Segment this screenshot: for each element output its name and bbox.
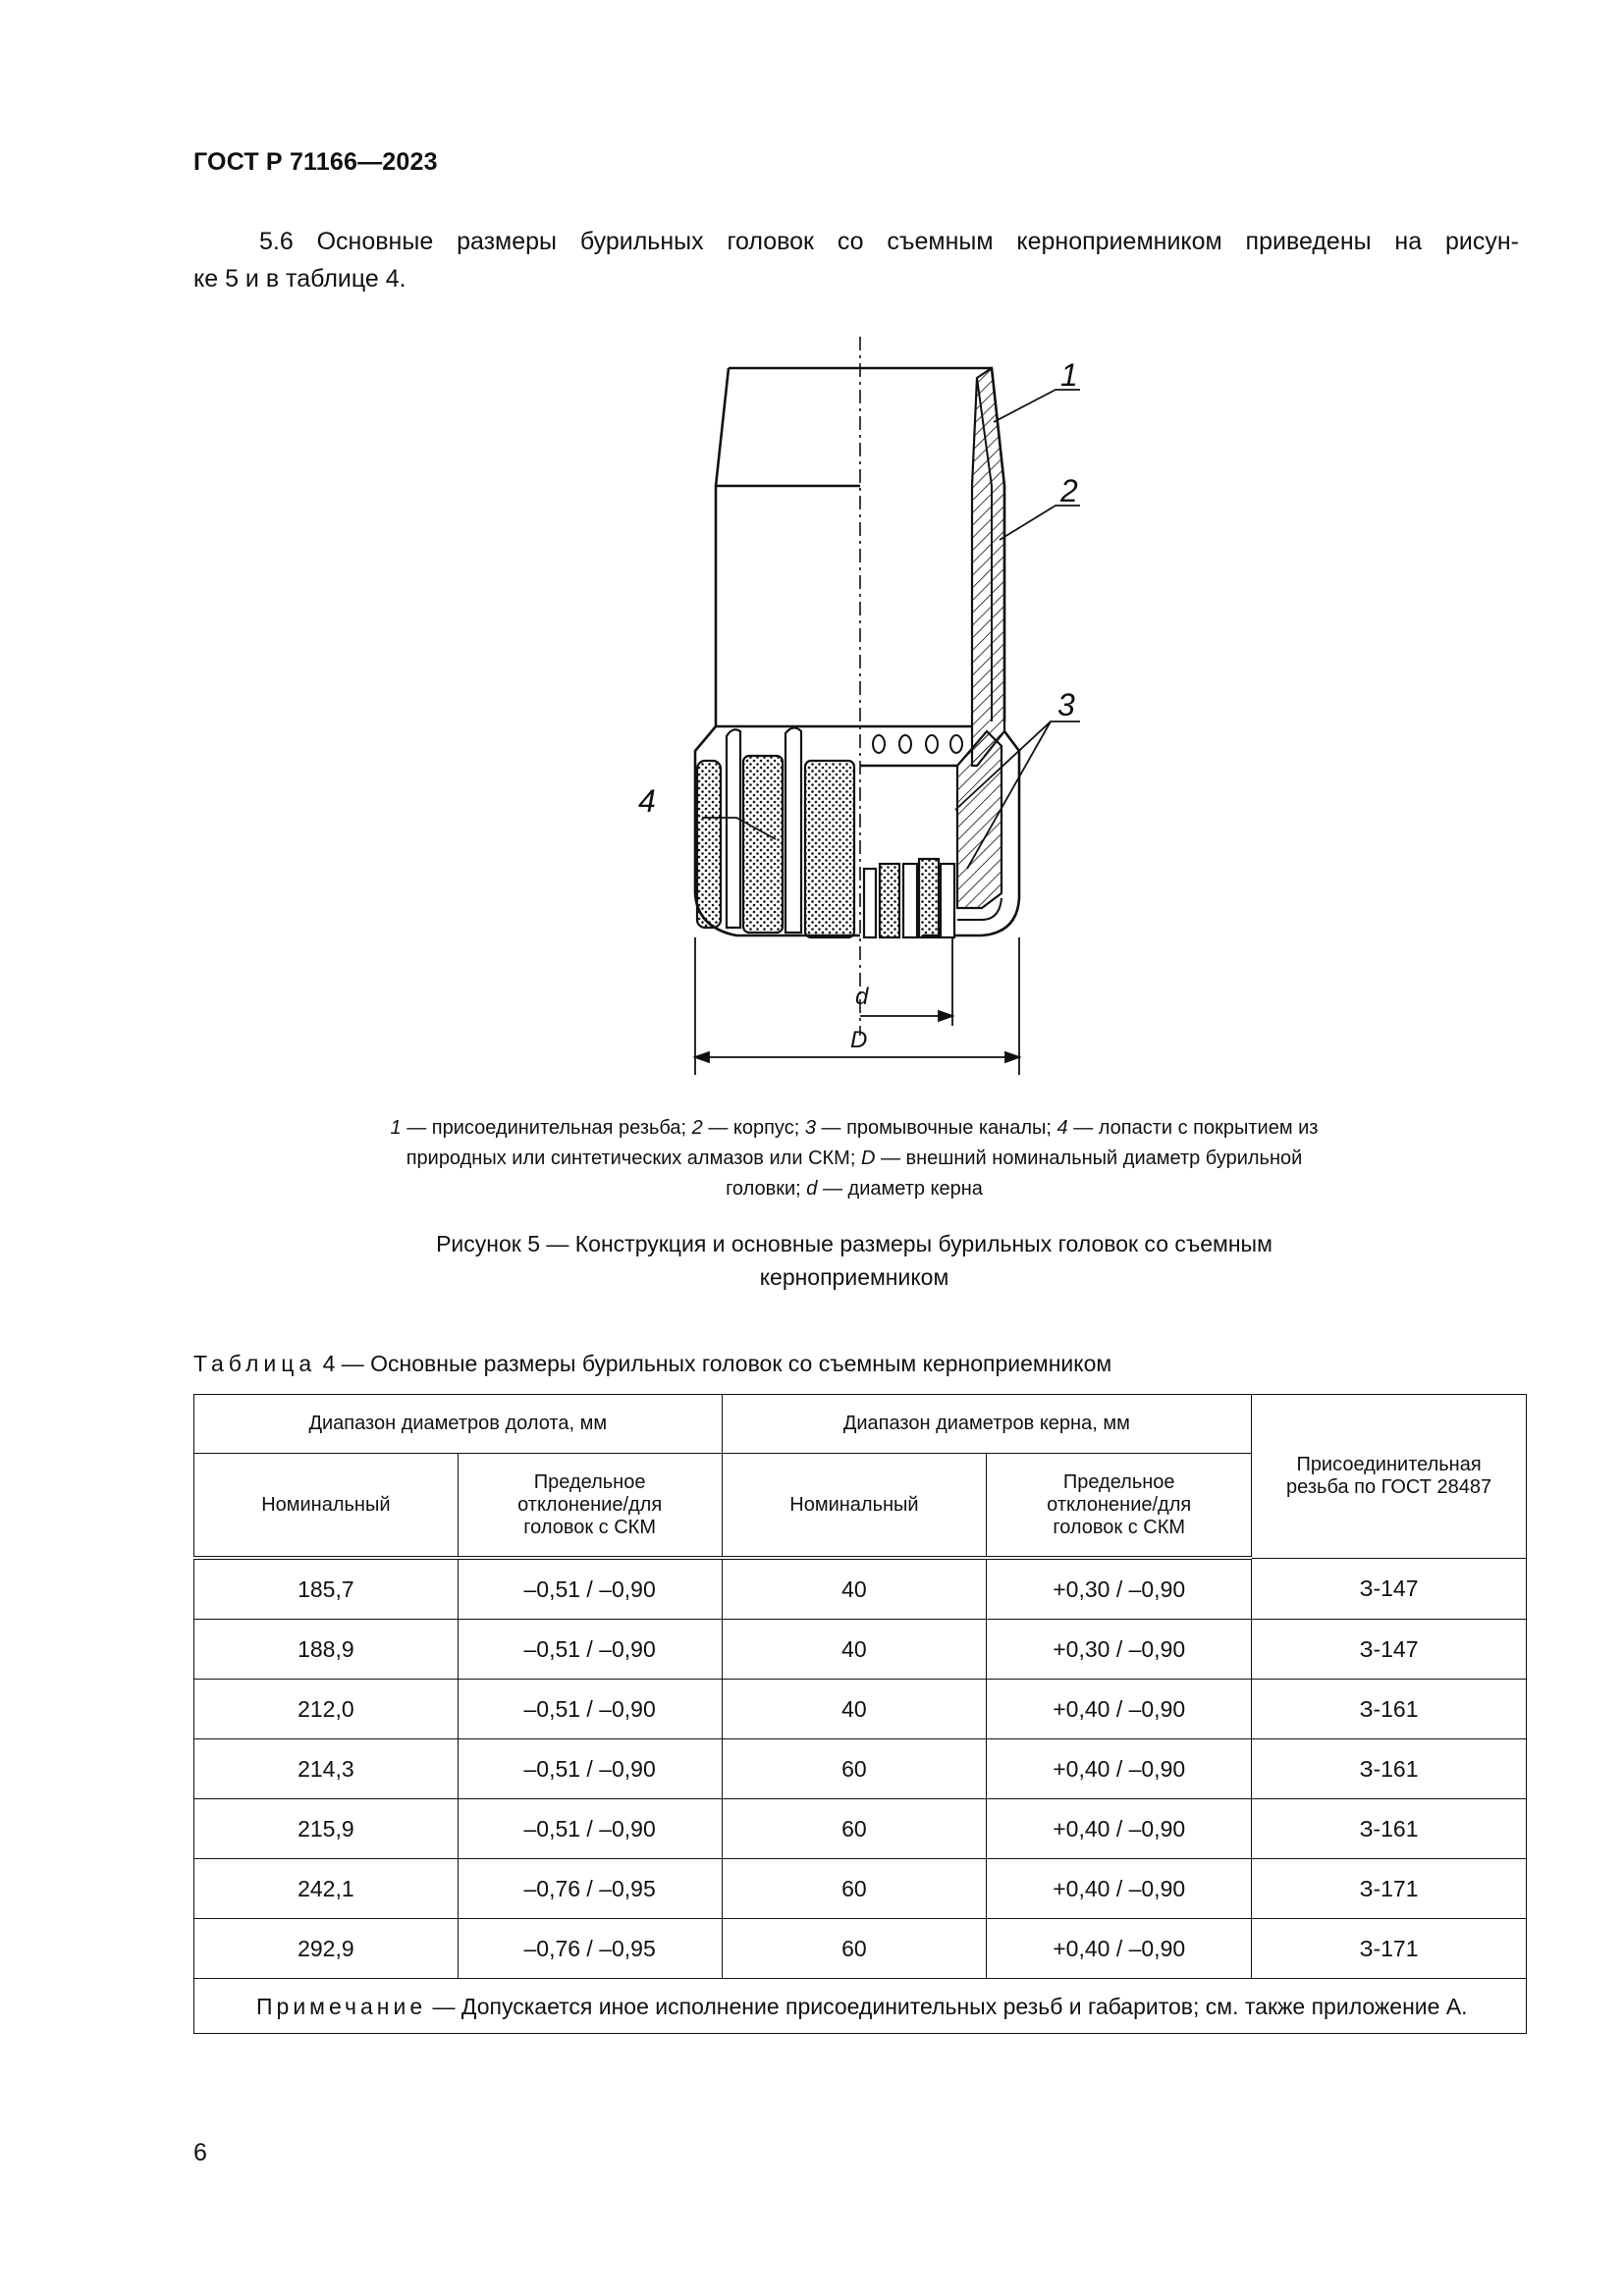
header-core-deviation xyxy=(987,1454,1252,1559)
header-bit-range: Диапазон диаметров долота, мм xyxy=(194,1395,723,1454)
cell-bit-deviation: –0,76 / –0,95 xyxy=(458,1859,722,1919)
header-core-range: Диапазон диаметров керна, мм xyxy=(722,1395,1252,1454)
cell-core-nominal: 60 xyxy=(722,1799,987,1859)
callout-2: 2 xyxy=(1060,473,1078,508)
header-bit-deviation xyxy=(458,1454,722,1559)
legend-sym-D: D xyxy=(860,1148,876,1169)
legend-num-4: 4 xyxy=(1056,1117,1068,1139)
cell-thread: З-171 xyxy=(1252,1919,1527,1979)
table-note xyxy=(194,1979,1527,2034)
caption-line-1: Рисунок 5 — Конструкция и основные размеры бурильных головок со съемным xyxy=(436,1231,1272,1256)
table-row xyxy=(194,1799,1527,1859)
cell-thread: З-147 xyxy=(1252,1558,1527,1620)
cell-bit-nominal: 188,9 xyxy=(194,1620,459,1680)
figure-caption xyxy=(373,1227,1335,1294)
legend-text-3: — промывочные каналы; xyxy=(815,1117,1057,1139)
body-paragraph xyxy=(193,223,1519,297)
cell-bit-deviation: –0,51 / –0,90 xyxy=(458,1620,722,1680)
cell-bit-deviation: –0,51 / –0,90 xyxy=(458,1799,722,1859)
cell-core-nominal: 60 xyxy=(722,1919,987,1979)
header-bit-nominal: Номинальный xyxy=(194,1454,459,1559)
dimension-D: D xyxy=(850,1027,868,1053)
table-row xyxy=(194,1859,1527,1919)
cell-core-deviation: +0,40 / –0,90 xyxy=(987,1739,1252,1799)
legend-text-1: — присоединительная резьба; xyxy=(401,1117,692,1139)
drill-head-drawing xyxy=(628,319,1080,1085)
document-header: ГОСТ Р 71166—2023 xyxy=(193,148,438,176)
note-text: — Допускается иное исполнение присоединительных резьб и габаритов; см. также приложение А. xyxy=(426,1994,1468,2019)
cell-core-deviation: +0,40 / –0,90 xyxy=(987,1799,1252,1859)
table-row xyxy=(194,1739,1527,1799)
legend-text-4: — лопасти с покрытием из природных или синтетических алмазов или СКМ; xyxy=(406,1117,1319,1169)
table-note-row xyxy=(194,1979,1527,2034)
callout-3: 3 xyxy=(1057,687,1075,722)
legend-num-2: 2 xyxy=(691,1117,703,1139)
callout-1: 1 xyxy=(1060,357,1078,393)
legend-text-D: — внешний номинальный диаметр бурильной головки; xyxy=(726,1148,1303,1200)
table-row xyxy=(194,1620,1527,1680)
cell-core-nominal: 60 xyxy=(722,1739,987,1799)
cell-thread: З-161 xyxy=(1252,1680,1527,1739)
table-title-rest: 4 — Основные размеры бурильных головок со съемным керноприемником xyxy=(316,1351,1112,1376)
header-core-deviation-text: Предельное отклонение/для головок с СКМ xyxy=(1047,1470,1192,1538)
page-number: 6 xyxy=(193,2139,207,2166)
dimensions-table xyxy=(193,1394,1527,2034)
cell-core-deviation: +0,40 / –0,90 xyxy=(987,1859,1252,1919)
paragraph-line-1: 5.6 Основные размеры бурильных головок со съемным керноприемником приведены на рисун- xyxy=(259,228,1519,255)
cell-bit-deviation: –0,51 / –0,90 xyxy=(458,1558,722,1620)
cell-core-deviation: +0,30 / –0,90 xyxy=(987,1620,1252,1680)
legend-num-3: 3 xyxy=(804,1117,816,1139)
cell-core-deviation: +0,40 / –0,90 xyxy=(987,1680,1252,1739)
cell-bit-deviation: –0,51 / –0,90 xyxy=(458,1739,722,1799)
header-core-nominal: Номинальный xyxy=(722,1454,987,1559)
cell-thread: З-171 xyxy=(1252,1859,1527,1919)
cell-thread: З-161 xyxy=(1252,1799,1527,1859)
cell-core-deviation: +0,30 / –0,90 xyxy=(987,1558,1252,1620)
figure-legend xyxy=(388,1113,1321,1204)
cell-bit-nominal: 214,3 xyxy=(194,1739,459,1799)
dimension-d: d xyxy=(855,984,869,1010)
legend-text-d: — диаметр керна xyxy=(817,1178,983,1200)
legend-sym-d: d xyxy=(806,1178,818,1200)
caption-line-2: керноприемником xyxy=(759,1264,949,1290)
header-thread-text: Присоединительная резьба по ГОСТ 28487 xyxy=(1286,1453,1492,1498)
note-word: Примечание xyxy=(256,1994,427,2019)
legend-text-2: — корпус; xyxy=(702,1117,805,1139)
cell-core-nominal: 60 xyxy=(722,1859,987,1919)
cell-bit-nominal: 212,0 xyxy=(194,1680,459,1739)
callout-4: 4 xyxy=(638,783,656,819)
cell-core-nominal: 40 xyxy=(722,1680,987,1739)
cell-core-nominal: 40 xyxy=(722,1620,987,1680)
header-thread xyxy=(1252,1395,1527,1559)
table-row xyxy=(194,1919,1527,1979)
legend-num-1: 1 xyxy=(390,1117,402,1139)
cell-core-deviation: +0,40 / –0,90 xyxy=(987,1919,1252,1979)
cell-bit-deviation: –0,76 / –0,95 xyxy=(458,1919,722,1979)
table-title-word: Таблица xyxy=(193,1351,317,1376)
cell-bit-deviation: –0,51 / –0,90 xyxy=(458,1680,722,1739)
table-title xyxy=(193,1351,1111,1377)
table-row xyxy=(194,1558,1527,1620)
cell-thread: З-161 xyxy=(1252,1739,1527,1799)
table-row xyxy=(194,1680,1527,1739)
cell-bit-nominal: 242,1 xyxy=(194,1859,459,1919)
paragraph-line-2: ке 5 и в таблице 4. xyxy=(193,265,406,293)
cell-bit-nominal: 185,7 xyxy=(194,1558,459,1620)
cell-bit-nominal: 292,9 xyxy=(194,1919,459,1979)
cell-thread: З-147 xyxy=(1252,1620,1527,1680)
cell-bit-nominal: 215,9 xyxy=(194,1799,459,1859)
header-bit-deviation-text: Предельное отклонение/для головок с СКМ xyxy=(517,1470,663,1538)
cell-core-nominal: 40 xyxy=(722,1558,987,1620)
